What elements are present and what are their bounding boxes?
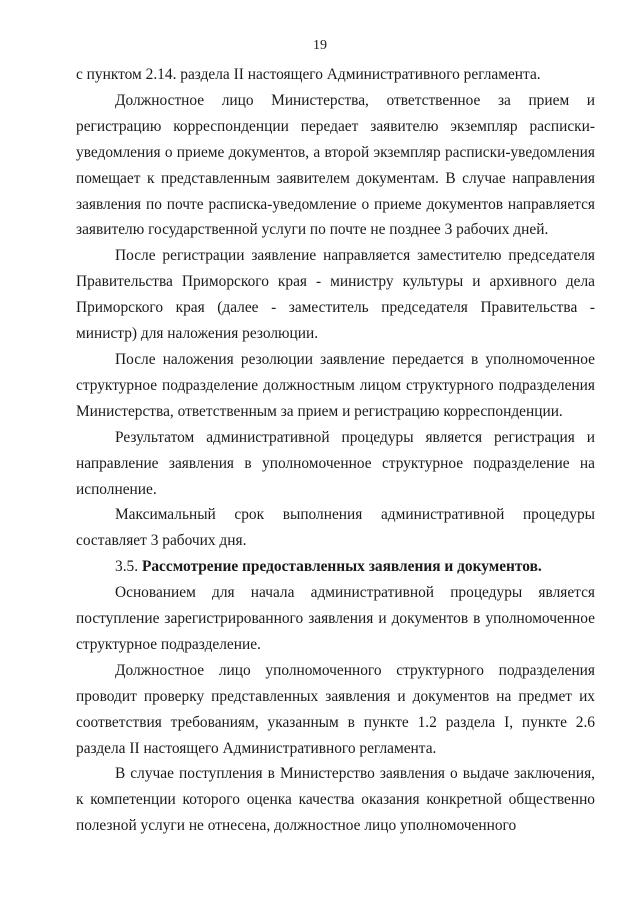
paragraph: Должностное лицо Министерства, ответственное за прием и регистрацию корреспонденции передает заявителю экземпляр расписки-уведомления о приеме документов, а второй экземпляр расписки-уведомления помещает к представленным заявителем документам. В случае направления заявления по почте расписка-уведомление о приеме документов направляется заявителю государственной услуги по почте не позднее 3 рабочих дней. [76, 91, 595, 239]
paragraph: После регистрации заявление направляется заместителю председателя Правительства Приморского края - министру культуры и архивного дела Приморского края (далее - заместитель председателя Правительства - министр) для наложения резолюции. [76, 247, 595, 343]
section-number: 3.5. [115, 558, 139, 576]
paragraph: Максимальный срок выполнения административной процедуры составляет 3 рабочих дня. [76, 506, 595, 550]
section-title: Рассмотрение предоставленных заявления и документов. [141, 558, 542, 576]
paragraph: Должностное лицо уполномоченного структурного подразделения проводит проверку представленных заявления и документов на предмет их соответствия требованиям, указанным в пункте 1.2 раздела I, пункте 2.6 раздела II настоящего Административного регламента. [76, 661, 595, 757]
document-body [76, 62, 595, 839]
paragraph: В случае поступления в Министерство заявления о выдаче заключения, к компетенции которого оценка качества оказания конкретной общественно полезной услуги не отнесена, должностное лицо уполномоченного [76, 765, 595, 835]
paragraph: с пунктом 2.14. раздела II настоящего Административного регламента. [76, 66, 541, 83]
section-heading [76, 554, 595, 580]
paragraph: Основанием для начала административной процедуры является поступление зарегистрированного заявления и документов в уполномоченное структурное подразделение. [76, 584, 595, 653]
page-number: 19 [313, 38, 327, 53]
paragraph: После наложения резолюции заявление передается в уполномоченное структурное подразделение должностным лицом структурного подразделения Министерства, ответственным за прием и регистрацию корреспонденции. [76, 350, 595, 420]
paragraph: Результатом административной процедуры является регистрация и направление заявления в уполномоченное структурное подразделение на исполнение. [76, 428, 595, 498]
